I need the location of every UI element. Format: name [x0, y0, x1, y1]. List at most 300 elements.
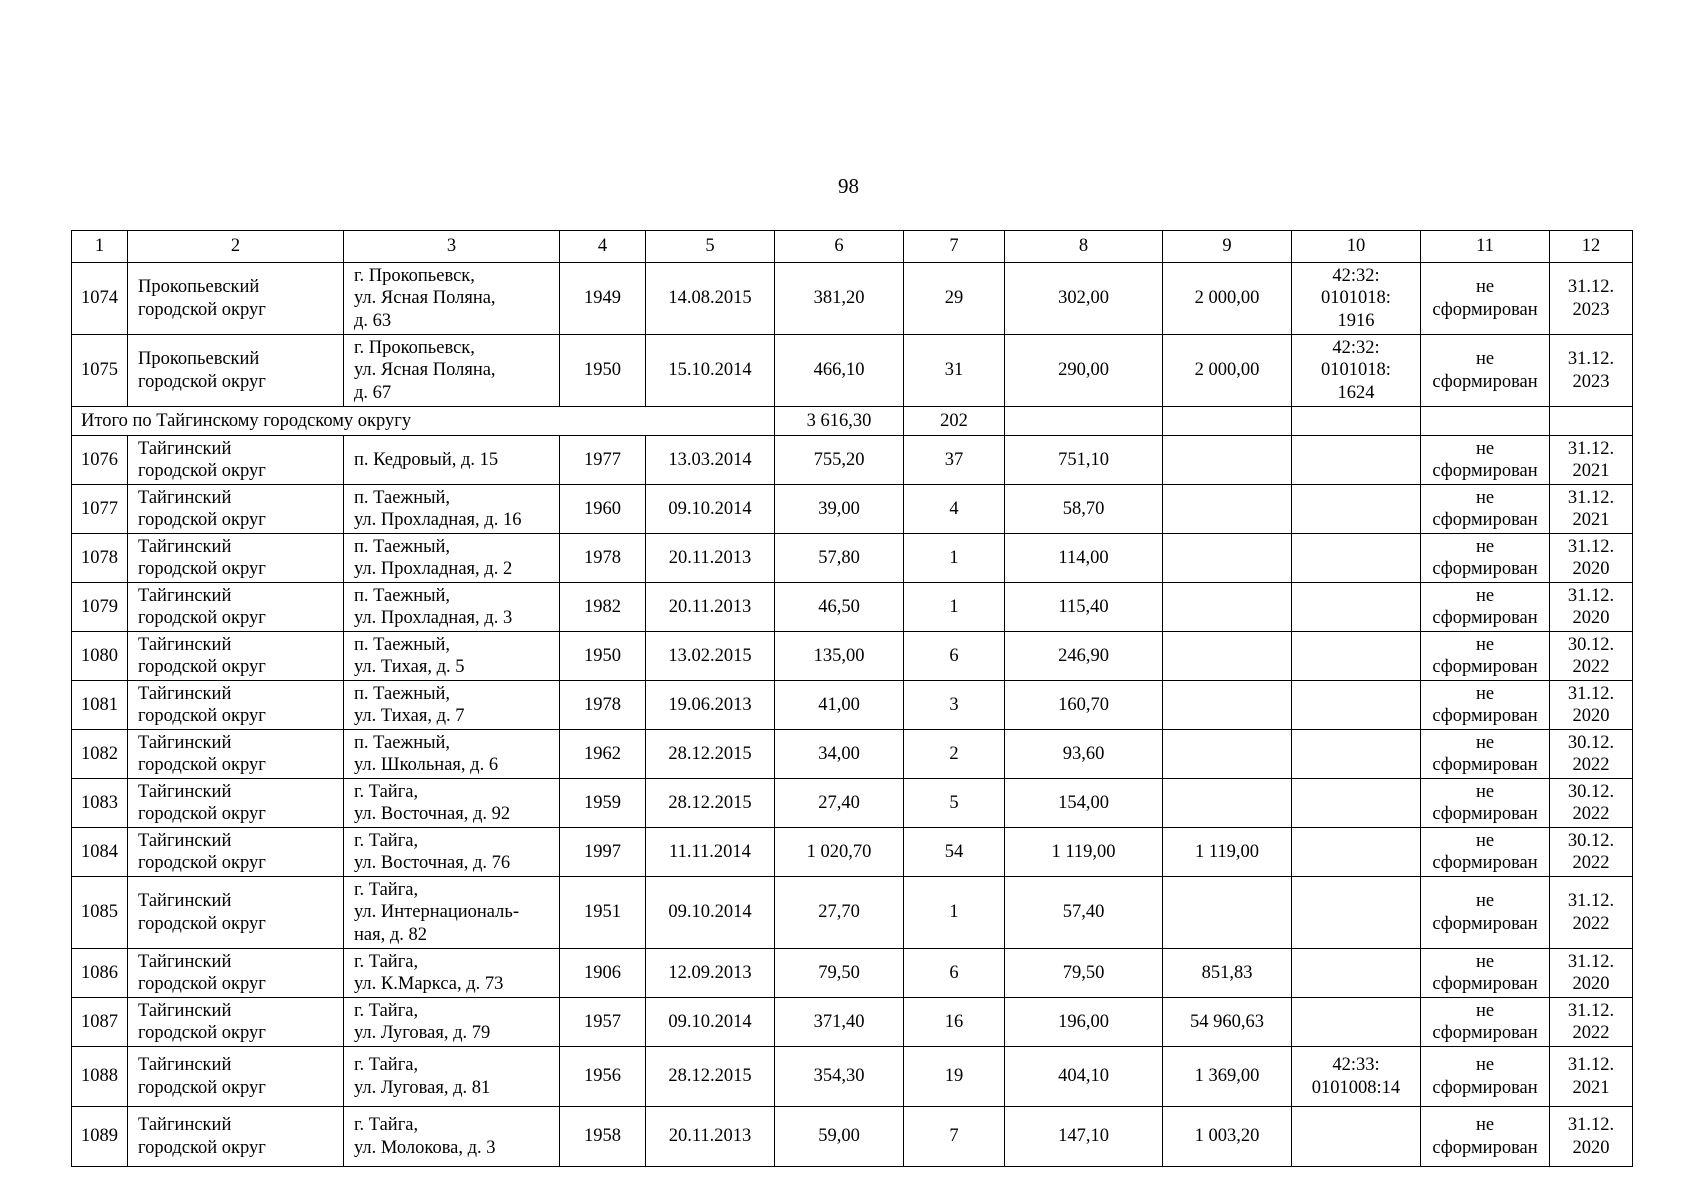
empty-cell [1005, 407, 1163, 436]
year-cell: 1978 [560, 681, 646, 730]
municipality-cell-line: городской округ [138, 1137, 266, 1158]
year-cell: 1958 [560, 1107, 646, 1167]
status-cell-line: сформирован [1432, 657, 1538, 677]
column-9-cell: 1 119,00 [1163, 828, 1292, 877]
status-cell [1421, 485, 1550, 534]
row-number-cell: 1076 [72, 436, 128, 485]
table-row [72, 583, 1633, 632]
column-header: 5 [646, 231, 775, 263]
year-cell: 1977 [560, 436, 646, 485]
row-number-cell: 1088 [72, 1047, 128, 1107]
date-cell: 20.11.2013 [646, 583, 775, 632]
status-cell [1421, 828, 1550, 877]
total-residents-cell: 202 [904, 407, 1005, 436]
address-cell [344, 1107, 560, 1167]
column-header: 9 [1163, 231, 1292, 263]
area-cell: 59,00 [775, 1107, 904, 1167]
column-8-cell: 79,50 [1005, 949, 1163, 998]
status-cell-line: сформирован [1432, 608, 1538, 628]
status-cell-line: сформирован [1432, 755, 1538, 775]
total-area-cell: 3 616,30 [775, 407, 904, 436]
date-cell: 13.02.2015 [646, 632, 775, 681]
column-header: 6 [775, 231, 904, 263]
status-cell [1421, 583, 1550, 632]
residents-cell: 29 [904, 263, 1005, 335]
deadline-cell-line: 31.12. [1567, 1000, 1615, 1021]
municipality-cell [128, 485, 344, 534]
municipality-cell-line: городской округ [138, 755, 266, 775]
area-cell: 41,00 [775, 681, 904, 730]
area-cell: 354,30 [775, 1047, 904, 1107]
date-cell: 15.10.2014 [646, 335, 775, 407]
municipality-cell-line: городской округ [138, 913, 266, 934]
column-8-cell: 246,90 [1005, 632, 1163, 681]
municipality-cell [128, 263, 344, 335]
municipality-cell-line: городской округ [138, 974, 266, 994]
address-cell-line: ул. Луговая, д. 79 [354, 1023, 491, 1043]
column-8-cell: 154,00 [1005, 779, 1163, 828]
municipality-cell [128, 534, 344, 583]
address-cell-line: г. Тайга, [354, 879, 419, 900]
municipality-cell-line: Тайгинский [138, 536, 232, 557]
row-number-cell: 1085 [72, 877, 128, 949]
cadastral-cell [1292, 534, 1421, 583]
table-row [72, 1107, 1633, 1167]
area-cell: 381,20 [775, 263, 904, 335]
cadastral-cell-line: 0101018: [1321, 288, 1391, 309]
area-cell: 371,40 [775, 998, 904, 1047]
table-row [72, 779, 1633, 828]
status-cell [1421, 335, 1550, 407]
date-cell: 28.12.2015 [646, 1047, 775, 1107]
municipality-cell-line: Тайгинский [138, 634, 232, 655]
status-cell-line: сформирован [1432, 461, 1538, 481]
cadastral-cell-line: 42:32: [1332, 337, 1380, 358]
status-cell-line: сформирован [1432, 974, 1538, 994]
deadline-cell-line: 31.12. [1567, 683, 1615, 704]
address-cell-line: п. Таежный, [354, 683, 451, 704]
table-row [72, 436, 1633, 485]
address-cell [344, 998, 560, 1047]
column-8-cell: 302,00 [1005, 263, 1163, 335]
address-cell-line: д. 63 [354, 310, 392, 331]
status-cell-line: не [1475, 438, 1495, 459]
column-8-cell: 290,00 [1005, 335, 1163, 407]
municipality-cell-line: Тайгинский [138, 891, 232, 911]
address-cell-line: п. Таежный, [354, 585, 451, 606]
table-row [72, 828, 1633, 877]
status-cell-line: не [1475, 536, 1495, 557]
status-cell-line: не [1475, 830, 1495, 851]
address-cell [344, 632, 560, 681]
deadline-cell [1550, 534, 1633, 583]
deadline-cell [1550, 730, 1633, 779]
deadline-cell [1550, 998, 1633, 1047]
column-8-cell: 751,10 [1005, 436, 1163, 485]
status-cell [1421, 779, 1550, 828]
cadastral-cell [1292, 583, 1421, 632]
municipality-cell [128, 1047, 344, 1107]
row-number-cell: 1078 [72, 534, 128, 583]
area-cell: 57,80 [775, 534, 904, 583]
address-cell-line: г. Прокопьевск, [354, 337, 475, 358]
year-cell: 1997 [560, 828, 646, 877]
cadastral-cell [1292, 436, 1421, 485]
municipality-cell-line: городской округ [138, 804, 266, 824]
row-number-cell: 1079 [72, 583, 128, 632]
column-header: 3 [344, 231, 560, 263]
municipality-cell-line: Тайгинский [138, 781, 232, 802]
residents-cell: 4 [904, 485, 1005, 534]
municipality-cell [128, 877, 344, 949]
year-cell: 1950 [560, 632, 646, 681]
cadastral-cell [1292, 998, 1421, 1047]
year-cell: 1956 [560, 1047, 646, 1107]
column-8-cell: 147,10 [1005, 1107, 1163, 1167]
municipality-cell-line: Тайгинский [138, 732, 232, 753]
deadline-cell-line: 31.12. [1567, 349, 1615, 369]
address-cell-line: п. Таежный, [354, 732, 451, 753]
status-cell-line: сформирован [1432, 1137, 1538, 1158]
residents-cell: 31 [904, 335, 1005, 407]
area-cell: 135,00 [775, 632, 904, 681]
status-cell-line: не [1475, 1115, 1495, 1135]
row-number-cell: 1084 [72, 828, 128, 877]
date-cell: 09.10.2014 [646, 877, 775, 949]
address-cell-line: г. Тайга, [354, 1000, 419, 1021]
cadastral-cell [1292, 1107, 1421, 1167]
deadline-cell [1550, 877, 1633, 949]
municipality-cell [128, 583, 344, 632]
table-body [72, 231, 1633, 1167]
date-cell: 11.11.2014 [646, 828, 775, 877]
address-cell-line: п. Таежный, [354, 536, 451, 557]
date-cell: 20.11.2013 [646, 1107, 775, 1167]
municipality-cell [128, 436, 344, 485]
column-8-cell: 404,10 [1005, 1047, 1163, 1107]
column-header: 10 [1292, 231, 1421, 263]
column-8-cell: 58,70 [1005, 485, 1163, 534]
column-9-cell: 2 000,00 [1163, 263, 1292, 335]
deadline-cell-line: 2021 [1572, 461, 1610, 481]
residents-cell: 16 [904, 998, 1005, 1047]
status-cell-line: сформирован [1432, 913, 1538, 934]
deadline-cell-line: 30.12. [1567, 634, 1615, 655]
deadline-cell [1550, 632, 1633, 681]
date-cell: 20.11.2013 [646, 534, 775, 583]
status-cell-line: сформирован [1432, 853, 1538, 873]
column-number-row [72, 231, 1633, 263]
row-number-cell: 1074 [72, 263, 128, 335]
address-cell-line: ул. Прохладная, д. 16 [354, 510, 522, 530]
column-8-cell: 1 119,00 [1005, 828, 1163, 877]
deadline-cell-line: 2022 [1572, 804, 1610, 824]
cadastral-cell [1292, 877, 1421, 949]
deadline-cell-line: 2021 [1572, 510, 1610, 530]
area-cell: 755,20 [775, 436, 904, 485]
status-cell-line: не [1475, 683, 1495, 704]
cadastral-cell [1292, 632, 1421, 681]
year-cell: 1962 [560, 730, 646, 779]
address-cell-line: п. Таежный, [354, 634, 451, 655]
status-cell-line: не [1475, 349, 1495, 369]
date-cell: 13.03.2014 [646, 436, 775, 485]
date-cell: 14.08.2015 [646, 263, 775, 335]
deadline-cell-line: 2022 [1572, 913, 1610, 934]
status-cell [1421, 1047, 1550, 1107]
municipality-cell [128, 335, 344, 407]
column-8-cell: 114,00 [1005, 534, 1163, 583]
column-8-cell: 93,60 [1005, 730, 1163, 779]
address-cell [344, 681, 560, 730]
address-cell-line: ул. Восточная, д. 76 [354, 853, 511, 873]
area-cell: 46,50 [775, 583, 904, 632]
table-row [72, 949, 1633, 998]
residents-cell: 6 [904, 632, 1005, 681]
deadline-cell-line: 2020 [1572, 974, 1610, 994]
deadline-cell-line: 2020 [1572, 1137, 1610, 1158]
municipality-cell-line: Тайгинский [138, 438, 232, 459]
row-number-cell: 1086 [72, 949, 128, 998]
status-cell [1421, 534, 1550, 583]
status-cell-line: сформирован [1432, 371, 1538, 392]
column-8-cell: 115,40 [1005, 583, 1163, 632]
municipality-cell [128, 828, 344, 877]
cadastral-cell-line: 0101018: [1321, 360, 1391, 381]
address-cell-line: г. Прокопьевск, [354, 265, 475, 286]
municipality-cell-line: городской округ [138, 559, 266, 579]
municipality-cell-line: Прокопьевский [138, 349, 260, 369]
residents-cell: 1 [904, 583, 1005, 632]
cadastral-cell [1292, 949, 1421, 998]
municipality-cell-line: Тайгинский [138, 585, 232, 606]
municipality-cell [128, 681, 344, 730]
cadastral-cell [1292, 681, 1421, 730]
cadastral-cell-line: 0101008:14 [1311, 1077, 1401, 1098]
date-cell: 19.06.2013 [646, 681, 775, 730]
area-cell: 34,00 [775, 730, 904, 779]
column-header: 7 [904, 231, 1005, 263]
deadline-cell-line: 2021 [1572, 1077, 1610, 1098]
deadline-cell [1550, 779, 1633, 828]
address-cell [344, 1047, 560, 1107]
column-header: 4 [560, 231, 646, 263]
year-cell: 1950 [560, 335, 646, 407]
address-cell-line: д. 67 [354, 382, 392, 403]
area-cell: 27,40 [775, 779, 904, 828]
status-cell [1421, 730, 1550, 779]
municipality-cell [128, 779, 344, 828]
deadline-cell [1550, 335, 1633, 407]
status-cell-line: не [1475, 891, 1495, 911]
deadline-cell-line: 2022 [1572, 657, 1610, 677]
column-9-cell [1163, 730, 1292, 779]
column-9-cell [1163, 632, 1292, 681]
address-cell [344, 436, 560, 485]
address-cell-line: г. Тайга, [354, 781, 419, 802]
row-number-cell: 1080 [72, 632, 128, 681]
municipality-cell-line: Тайгинский [138, 830, 232, 851]
residents-cell: 1 [904, 877, 1005, 949]
column-8-cell: 160,70 [1005, 681, 1163, 730]
register-table [71, 230, 1633, 1167]
year-cell: 1982 [560, 583, 646, 632]
date-cell: 28.12.2015 [646, 779, 775, 828]
date-cell: 09.10.2014 [646, 998, 775, 1047]
empty-cell [1550, 407, 1633, 436]
deadline-cell-line: 31.12. [1567, 951, 1615, 972]
cadastral-cell [1292, 263, 1421, 335]
residents-cell: 2 [904, 730, 1005, 779]
deadline-cell-line: 31.12. [1567, 891, 1615, 911]
residents-cell: 5 [904, 779, 1005, 828]
date-cell: 09.10.2014 [646, 485, 775, 534]
year-cell: 1906 [560, 949, 646, 998]
municipality-cell-line: городской округ [138, 853, 266, 873]
table-row [72, 877, 1633, 949]
municipality-cell-line: Тайгинский [138, 487, 232, 508]
area-cell: 1 020,70 [775, 828, 904, 877]
municipality-cell-line: Тайгинский [138, 951, 232, 972]
date-cell: 28.12.2015 [646, 730, 775, 779]
table-row [72, 632, 1633, 681]
row-number-cell: 1082 [72, 730, 128, 779]
row-number-cell: 1087 [72, 998, 128, 1047]
row-number-cell: 1075 [72, 335, 128, 407]
column-9-cell [1163, 534, 1292, 583]
residents-cell: 37 [904, 436, 1005, 485]
status-cell-line: не [1475, 1000, 1495, 1021]
deadline-cell [1550, 1107, 1633, 1167]
municipality-cell [128, 998, 344, 1047]
residents-cell: 3 [904, 681, 1005, 730]
status-cell-line: сформирован [1432, 1023, 1538, 1043]
column-9-cell: 1 003,20 [1163, 1107, 1292, 1167]
status-cell-line: не [1475, 951, 1495, 972]
deadline-cell-line: 31.12. [1567, 438, 1615, 459]
cadastral-cell [1292, 485, 1421, 534]
deadline-cell-line: 31.12. [1567, 1055, 1615, 1075]
table-row [72, 998, 1633, 1047]
deadline-cell-line: 2022 [1572, 1023, 1610, 1043]
column-9-cell [1163, 779, 1292, 828]
address-cell-line: ул. Тихая, д. 5 [354, 657, 465, 677]
row-number-cell: 1089 [72, 1107, 128, 1167]
year-cell: 1949 [560, 263, 646, 335]
date-cell: 12.09.2013 [646, 949, 775, 998]
row-number-cell: 1083 [72, 779, 128, 828]
status-cell-line: сформирован [1432, 1077, 1538, 1098]
municipality-cell-line: городской округ [138, 371, 266, 392]
address-cell-line: ул. Прохладная, д. 3 [354, 608, 513, 628]
status-cell [1421, 998, 1550, 1047]
municipality-cell-line: Тайгинский [138, 1000, 232, 1021]
municipality-cell-line: городской округ [138, 608, 266, 628]
empty-cell [1292, 407, 1421, 436]
municipality-cell-line: городской округ [138, 1023, 266, 1043]
municipality-cell-line: Тайгинский [138, 1115, 232, 1135]
deadline-cell-line: 2020 [1572, 559, 1610, 579]
status-cell-line: не [1475, 732, 1495, 753]
address-cell [344, 583, 560, 632]
column-header: 1 [72, 231, 128, 263]
status-cell [1421, 436, 1550, 485]
address-cell [344, 335, 560, 407]
address-cell [344, 877, 560, 949]
address-cell-line: ул. Молокова, д. 3 [354, 1137, 496, 1158]
deadline-cell-line: 30.12. [1567, 830, 1615, 851]
deadline-cell [1550, 263, 1633, 335]
status-cell-line: не [1475, 1055, 1495, 1075]
column-9-cell [1163, 681, 1292, 730]
municipality-cell-line: городской округ [138, 461, 266, 481]
row-number-cell: 1077 [72, 485, 128, 534]
status-cell-line: не [1475, 781, 1495, 802]
address-cell [344, 779, 560, 828]
cadastral-cell-line: 42:33: [1332, 1055, 1380, 1075]
address-cell [344, 263, 560, 335]
address-cell [344, 949, 560, 998]
column-header: 11 [1421, 231, 1550, 263]
municipality-cell-line: городской округ [138, 1077, 266, 1098]
column-9-cell [1163, 877, 1292, 949]
column-8-cell: 57,40 [1005, 877, 1163, 949]
status-cell [1421, 263, 1550, 335]
table-row [72, 730, 1633, 779]
residents-cell: 54 [904, 828, 1005, 877]
cadastral-cell [1292, 779, 1421, 828]
deadline-cell-line: 2022 [1572, 853, 1610, 873]
status-cell-line: не [1475, 487, 1495, 508]
deadline-cell-line: 31.12. [1567, 536, 1615, 557]
address-cell-line: ул. Луговая, д. 81 [354, 1077, 491, 1098]
column-header: 12 [1550, 231, 1633, 263]
column-9-cell: 1 369,00 [1163, 1047, 1292, 1107]
table-row [72, 681, 1633, 730]
area-cell: 79,50 [775, 949, 904, 998]
deadline-cell-line: 2020 [1572, 608, 1610, 628]
column-9-cell: 2 000,00 [1163, 335, 1292, 407]
address-cell-line: ул. Восточная, д. 92 [354, 804, 511, 824]
municipality-cell-line: Прокопьевский [138, 277, 260, 297]
area-cell: 27,70 [775, 877, 904, 949]
deadline-cell-line: 31.12. [1567, 277, 1615, 297]
address-cell-line: ул. Школьная, д. 6 [354, 755, 499, 775]
address-cell [344, 828, 560, 877]
address-cell [344, 730, 560, 779]
area-cell: 466,10 [775, 335, 904, 407]
deadline-cell [1550, 949, 1633, 998]
page-number: 98 [838, 174, 859, 198]
column-header: 2 [128, 231, 344, 263]
municipality-cell-line: городской округ [138, 706, 266, 726]
column-9-cell: 54 960,63 [1163, 998, 1292, 1047]
column-8-cell: 196,00 [1005, 998, 1163, 1047]
total-label: Итого по Тайгинскому городскому округу [72, 407, 775, 436]
municipality-cell-line: Тайгинский [138, 1055, 232, 1075]
row-number-cell: 1081 [72, 681, 128, 730]
table-row [72, 263, 1633, 335]
status-cell-line: не [1475, 277, 1495, 297]
column-9-cell [1163, 583, 1292, 632]
address-cell-line: ная, д. 82 [354, 924, 428, 945]
year-cell: 1957 [560, 998, 646, 1047]
status-cell [1421, 632, 1550, 681]
year-cell: 1960 [560, 485, 646, 534]
deadline-cell [1550, 681, 1633, 730]
residents-cell: 19 [904, 1047, 1005, 1107]
municipality-cell [128, 949, 344, 998]
